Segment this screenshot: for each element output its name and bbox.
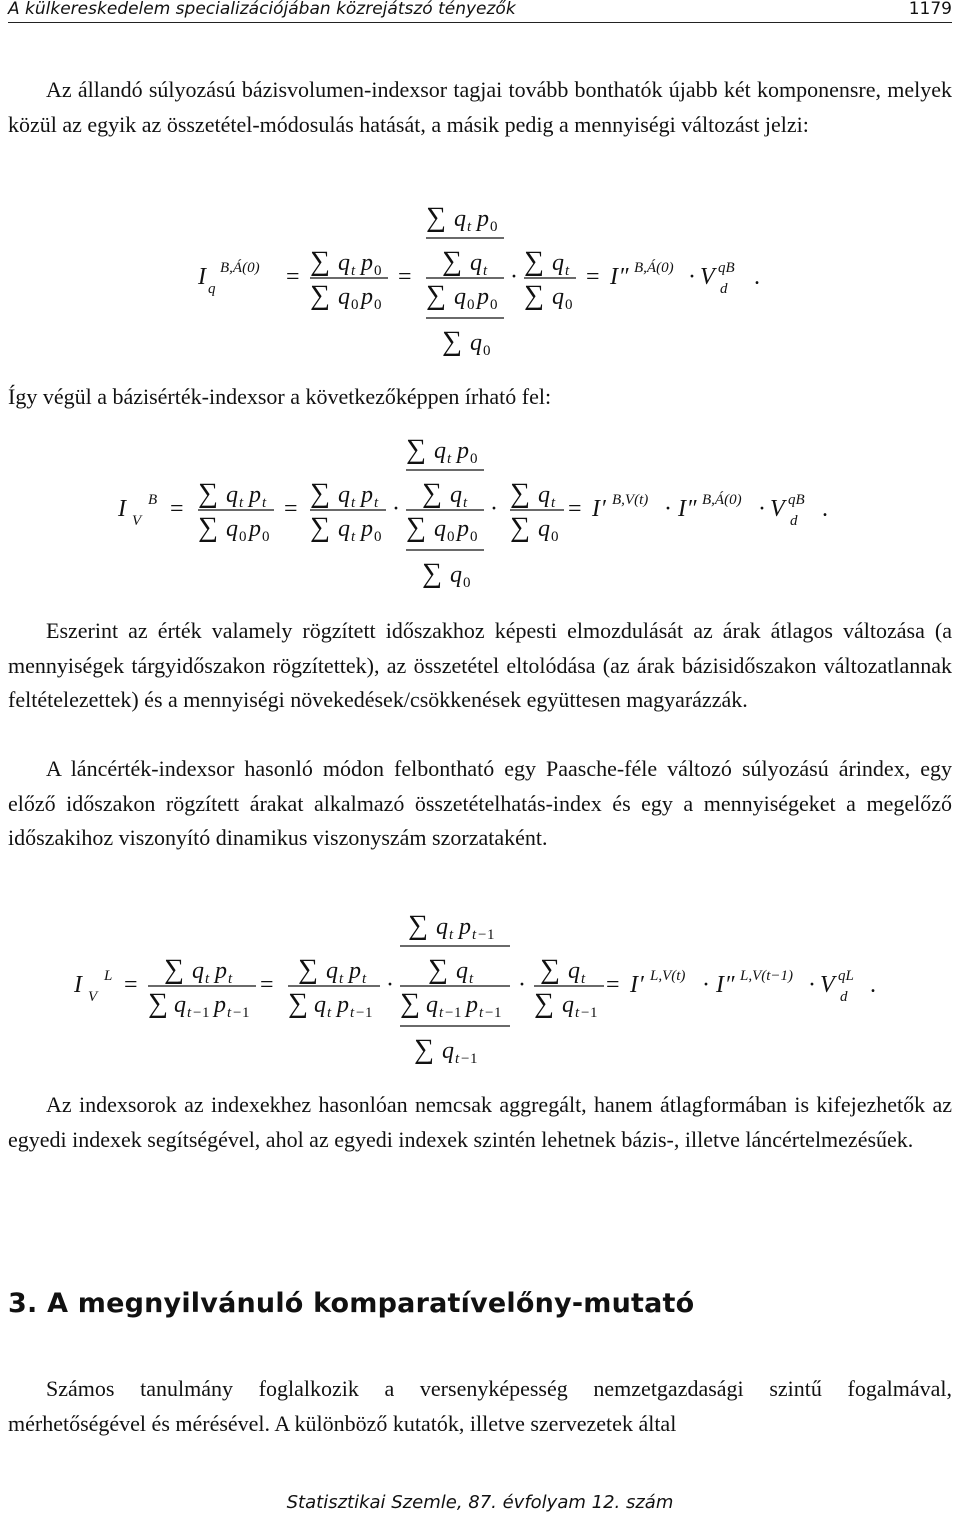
svg-text:I: I	[630, 972, 638, 998]
svg-text:q: q	[450, 562, 462, 588]
svg-text:t: t	[467, 219, 472, 235]
svg-text:∑: ∑	[442, 246, 462, 277]
svg-text:q: q	[174, 992, 186, 1018]
svg-text:t: t	[187, 1005, 192, 1021]
svg-text:q: q	[226, 482, 238, 508]
svg-text:∑: ∑	[426, 280, 446, 311]
svg-text:·: ·	[702, 972, 710, 998]
svg-text:t: t	[551, 495, 556, 511]
svg-text:V: V	[820, 972, 835, 998]
svg-text:t: t	[227, 1005, 232, 1021]
svg-text:t: t	[449, 927, 454, 943]
equation-value-index-base	[0, 432, 960, 592]
svg-text:−: −	[461, 1051, 470, 1067]
svg-text:p: p	[249, 482, 261, 508]
svg-text:t: t	[463, 495, 468, 511]
svg-text:p: p	[361, 516, 373, 542]
svg-text:∑: ∑	[442, 326, 462, 357]
svg-text:·: ·	[688, 264, 696, 290]
svg-text:−: −	[478, 927, 487, 943]
svg-text:t: t	[439, 1005, 444, 1021]
svg-text:q: q	[314, 992, 326, 1018]
svg-text:−: −	[193, 1005, 202, 1021]
svg-text:q: q	[436, 914, 448, 940]
svg-text:∑: ∑	[422, 478, 442, 509]
svg-text:p: p	[215, 958, 227, 984]
svg-text:I: I	[610, 264, 618, 290]
svg-text:∑: ∑	[428, 954, 448, 985]
svg-text:∑: ∑	[164, 954, 184, 985]
svg-text:.: .	[754, 264, 760, 290]
svg-text:q: q	[454, 206, 466, 232]
svg-text:0: 0	[490, 219, 498, 235]
svg-text:∑: ∑	[198, 512, 218, 543]
svg-text:d: d	[790, 513, 798, 529]
svg-text:1: 1	[470, 1051, 478, 1067]
svg-text:q: q	[338, 284, 350, 310]
svg-text:−: −	[356, 1005, 365, 1021]
svg-text:t: t	[374, 495, 379, 511]
svg-text:q: q	[434, 438, 446, 464]
svg-text:p: p	[466, 992, 478, 1018]
svg-text:0: 0	[490, 297, 498, 313]
svg-text:∑: ∑	[426, 202, 446, 233]
svg-text:″: ″	[620, 264, 630, 290]
svg-text:′: ′	[640, 972, 646, 998]
svg-text:1: 1	[202, 1005, 210, 1021]
svg-text:B,Á(0): B,Á(0)	[702, 492, 742, 508]
section-title: A megnyilvánuló komparatívelőny-mutató	[47, 1288, 695, 1319]
svg-text:t: t	[205, 971, 210, 987]
svg-text:t: t	[239, 495, 244, 511]
svg-text:0: 0	[239, 529, 247, 545]
svg-text:p: p	[457, 438, 469, 464]
svg-text:p: p	[477, 284, 489, 310]
svg-text:t: t	[455, 1051, 460, 1067]
svg-text:I: I	[678, 496, 686, 522]
svg-text:q: q	[208, 281, 216, 297]
svg-text:=: =	[284, 496, 298, 522]
section-number: 3.	[8, 1288, 38, 1319]
svg-text:∑: ∑	[524, 246, 544, 277]
svg-text:p: p	[249, 516, 261, 542]
svg-text:∑: ∑	[310, 280, 330, 311]
paragraph-2: Így végül a bázisérték-indexsor a következőképpen írható fel:	[8, 384, 552, 409]
svg-text:d: d	[840, 989, 848, 1005]
svg-text:t: t	[447, 451, 452, 467]
svg-text:∑: ∑	[298, 954, 318, 985]
svg-text:I: I	[592, 496, 600, 522]
svg-text:−: −	[485, 1005, 494, 1021]
svg-text:L: L	[104, 968, 113, 984]
svg-text:∑: ∑	[406, 512, 426, 543]
paragraph-5: Az indexsorok az indexekhez hasonlóan nemcsak aggregált, hanem átlagformában is kifejezhetők az egyedi indexek segítségével, ahol az egyedi indexek szintén lehetnek bázis-, illetve láncértelmezésűek.	[8, 1092, 952, 1152]
svg-text:∑: ∑	[310, 478, 330, 509]
svg-text:p: p	[214, 992, 226, 1018]
journal-footer: Statisztikai Szemle, 87. évfolyam 12. szám	[286, 1492, 674, 1513]
svg-text:∑: ∑	[288, 988, 308, 1019]
running-title: A külkereskedelem specializációjában közrejátszó tényezők	[8, 0, 516, 19]
running-header	[8, 0, 952, 23]
svg-text:0: 0	[470, 529, 478, 545]
svg-text:=: =	[586, 264, 600, 290]
svg-text:−: −	[445, 1005, 454, 1021]
svg-text:0: 0	[262, 529, 270, 545]
svg-text:q: q	[470, 330, 482, 356]
svg-text:t: t	[362, 971, 367, 987]
svg-text:″: ″	[688, 496, 698, 522]
svg-text:t: t	[479, 1005, 484, 1021]
svg-text:p: p	[349, 958, 361, 984]
svg-text:t: t	[327, 1005, 332, 1021]
svg-text:V: V	[88, 989, 98, 1005]
svg-text:∑: ∑	[310, 512, 330, 543]
svg-text:q: q	[456, 958, 468, 984]
svg-text:q: q	[338, 516, 350, 542]
svg-text:B: B	[148, 492, 158, 508]
svg-text:.: .	[822, 496, 828, 522]
svg-text:·: ·	[490, 496, 498, 522]
svg-text:=: =	[606, 972, 620, 998]
svg-text:0: 0	[483, 343, 491, 359]
svg-text:=: =	[398, 264, 412, 290]
svg-text:0: 0	[463, 575, 471, 591]
svg-text:q: q	[338, 250, 350, 276]
svg-text:∑: ∑	[540, 954, 560, 985]
svg-text:qB: qB	[788, 492, 805, 508]
svg-text:1: 1	[365, 1005, 373, 1021]
svg-text:q: q	[562, 992, 574, 1018]
svg-text:V: V	[132, 513, 142, 529]
paragraph-6: Számos tanulmány foglalkozik a versenyképesség nemzetgazdasági szintű fogalmával, mérhetőségével és mérésével. A különböző kutatók, illetve szervezetek által	[8, 1376, 952, 1436]
svg-text:·: ·	[758, 496, 766, 522]
svg-text:∑: ∑	[510, 478, 530, 509]
svg-text:q: q	[454, 284, 466, 310]
svg-text:·: ·	[386, 972, 394, 998]
svg-text:V: V	[700, 264, 715, 290]
svg-text:p: p	[477, 206, 489, 232]
svg-text:t: t	[228, 971, 233, 987]
svg-text:∑: ∑	[414, 1034, 434, 1065]
svg-text:t: t	[575, 1005, 580, 1021]
svg-text:1: 1	[590, 1005, 598, 1021]
svg-text:·: ·	[392, 496, 400, 522]
svg-text:∑: ∑	[534, 988, 554, 1019]
svg-text:d: d	[720, 281, 728, 297]
section-heading	[8, 1288, 694, 1319]
svg-text:−: −	[581, 1005, 590, 1021]
svg-text:q: q	[538, 516, 550, 542]
equation-volume-index	[0, 200, 960, 360]
svg-text:L,V(t): L,V(t)	[650, 968, 686, 984]
svg-text:I: I	[118, 496, 126, 522]
svg-text:q: q	[192, 958, 204, 984]
svg-text:″: ″	[726, 972, 736, 998]
svg-text:0: 0	[374, 529, 382, 545]
svg-text:q: q	[226, 516, 238, 542]
svg-text:t: t	[339, 971, 344, 987]
svg-text:t: t	[262, 495, 267, 511]
svg-text:−: −	[233, 1005, 242, 1021]
svg-text:q: q	[442, 1038, 454, 1064]
svg-text:t: t	[565, 263, 570, 279]
svg-text:t: t	[472, 927, 477, 943]
svg-text:=: =	[286, 264, 300, 290]
svg-text:∑: ∑	[422, 558, 442, 589]
svg-text:t: t	[351, 263, 356, 279]
svg-text:q: q	[552, 250, 564, 276]
svg-text:q: q	[470, 250, 482, 276]
svg-text:qB: qB	[718, 260, 735, 276]
svg-text:t: t	[581, 971, 586, 987]
svg-text:∑: ∑	[310, 246, 330, 277]
svg-text:qL: qL	[838, 968, 854, 984]
svg-text:=: =	[170, 496, 184, 522]
svg-text:1: 1	[487, 927, 495, 943]
svg-text:q: q	[568, 958, 580, 984]
svg-text:p: p	[459, 914, 471, 940]
svg-text:1: 1	[454, 1005, 462, 1021]
svg-text:t: t	[350, 1005, 355, 1021]
svg-text:B,Á(0): B,Á(0)	[220, 260, 260, 276]
paragraph-1: Az állandó súlyozású bázisvolumen-indexsor tagjai tovább bonthatók újabb két komponensre, melyek közül az egyik az összetétel-módosulás hatását, a másik pedig a mennyiségi változást jelzi:	[8, 77, 952, 137]
svg-text:=: =	[260, 972, 274, 998]
svg-text:q: q	[538, 482, 550, 508]
svg-text:0: 0	[374, 263, 382, 279]
svg-text:∑: ∑	[524, 280, 544, 311]
svg-text:V: V	[770, 496, 785, 522]
svg-text:B,Á(0): B,Á(0)	[634, 260, 674, 276]
svg-text:q: q	[552, 284, 564, 310]
svg-text:0: 0	[551, 529, 559, 545]
svg-text:0: 0	[467, 297, 475, 313]
svg-text:·: ·	[518, 972, 526, 998]
paragraph-3: Eszerint az érték valamely rögzített időszakhoz képesti elmozdulását az árak átlagos változása (a mennyiségek tárgyidőszakon rögzítettek), az összetétel eltolódása (az árak bázisidőszakon változatlannak feltételezettek) és a mennyiségi növekedések/csökkenések együttesen magyarázzák.	[8, 618, 952, 712]
svg-text:t: t	[351, 529, 356, 545]
svg-text:q: q	[450, 482, 462, 508]
svg-text:1: 1	[494, 1005, 502, 1021]
svg-text:·: ·	[808, 972, 816, 998]
svg-text:I: I	[716, 972, 724, 998]
svg-text:=: =	[568, 496, 582, 522]
page-number: 1179	[908, 0, 952, 19]
svg-text:·: ·	[664, 496, 672, 522]
svg-text:0: 0	[351, 297, 359, 313]
svg-text:q: q	[326, 958, 338, 984]
svg-text:′: ′	[602, 496, 608, 522]
svg-text:t: t	[483, 263, 488, 279]
svg-text:B,V(t): B,V(t)	[612, 492, 649, 508]
svg-text:0: 0	[470, 451, 478, 467]
svg-text:p: p	[361, 284, 373, 310]
svg-text:t: t	[469, 971, 474, 987]
svg-text:∑: ∑	[148, 988, 168, 1019]
svg-text:∑: ∑	[198, 478, 218, 509]
svg-text:q: q	[434, 516, 446, 542]
equation-value-index-chain	[0, 908, 960, 1068]
svg-text:p: p	[361, 250, 373, 276]
svg-text:I: I	[74, 972, 82, 998]
svg-text:0: 0	[374, 297, 382, 313]
svg-text:t: t	[351, 495, 356, 511]
svg-text:L,V(t−1): L,V(t−1)	[740, 968, 794, 984]
svg-text:·: ·	[510, 264, 518, 290]
svg-text:∑: ∑	[400, 988, 420, 1019]
svg-text:p: p	[361, 482, 373, 508]
paragraph-4: A láncérték-indexsor hasonló módon felbontható egy Paasche-féle változó súlyozású árindex, egy előző időszakon rögzített árakat alkalmazó összetételhatás-index és egy a mennyiségeket a megelőző időszakihoz viszonyító dinamikus viszonyszám szorzataként.	[8, 756, 952, 850]
svg-text:∑: ∑	[408, 910, 428, 941]
svg-text:q: q	[426, 992, 438, 1018]
svg-text:p: p	[457, 516, 469, 542]
svg-text:0: 0	[565, 297, 573, 313]
svg-text:q: q	[338, 482, 350, 508]
svg-text:1: 1	[242, 1005, 250, 1021]
svg-text:=: =	[124, 972, 138, 998]
svg-text:∑: ∑	[406, 434, 426, 465]
svg-text:p: p	[337, 992, 349, 1018]
svg-text:0: 0	[447, 529, 455, 545]
svg-text:.: .	[870, 972, 876, 998]
svg-text:I: I	[198, 264, 206, 290]
svg-text:∑: ∑	[510, 512, 530, 543]
